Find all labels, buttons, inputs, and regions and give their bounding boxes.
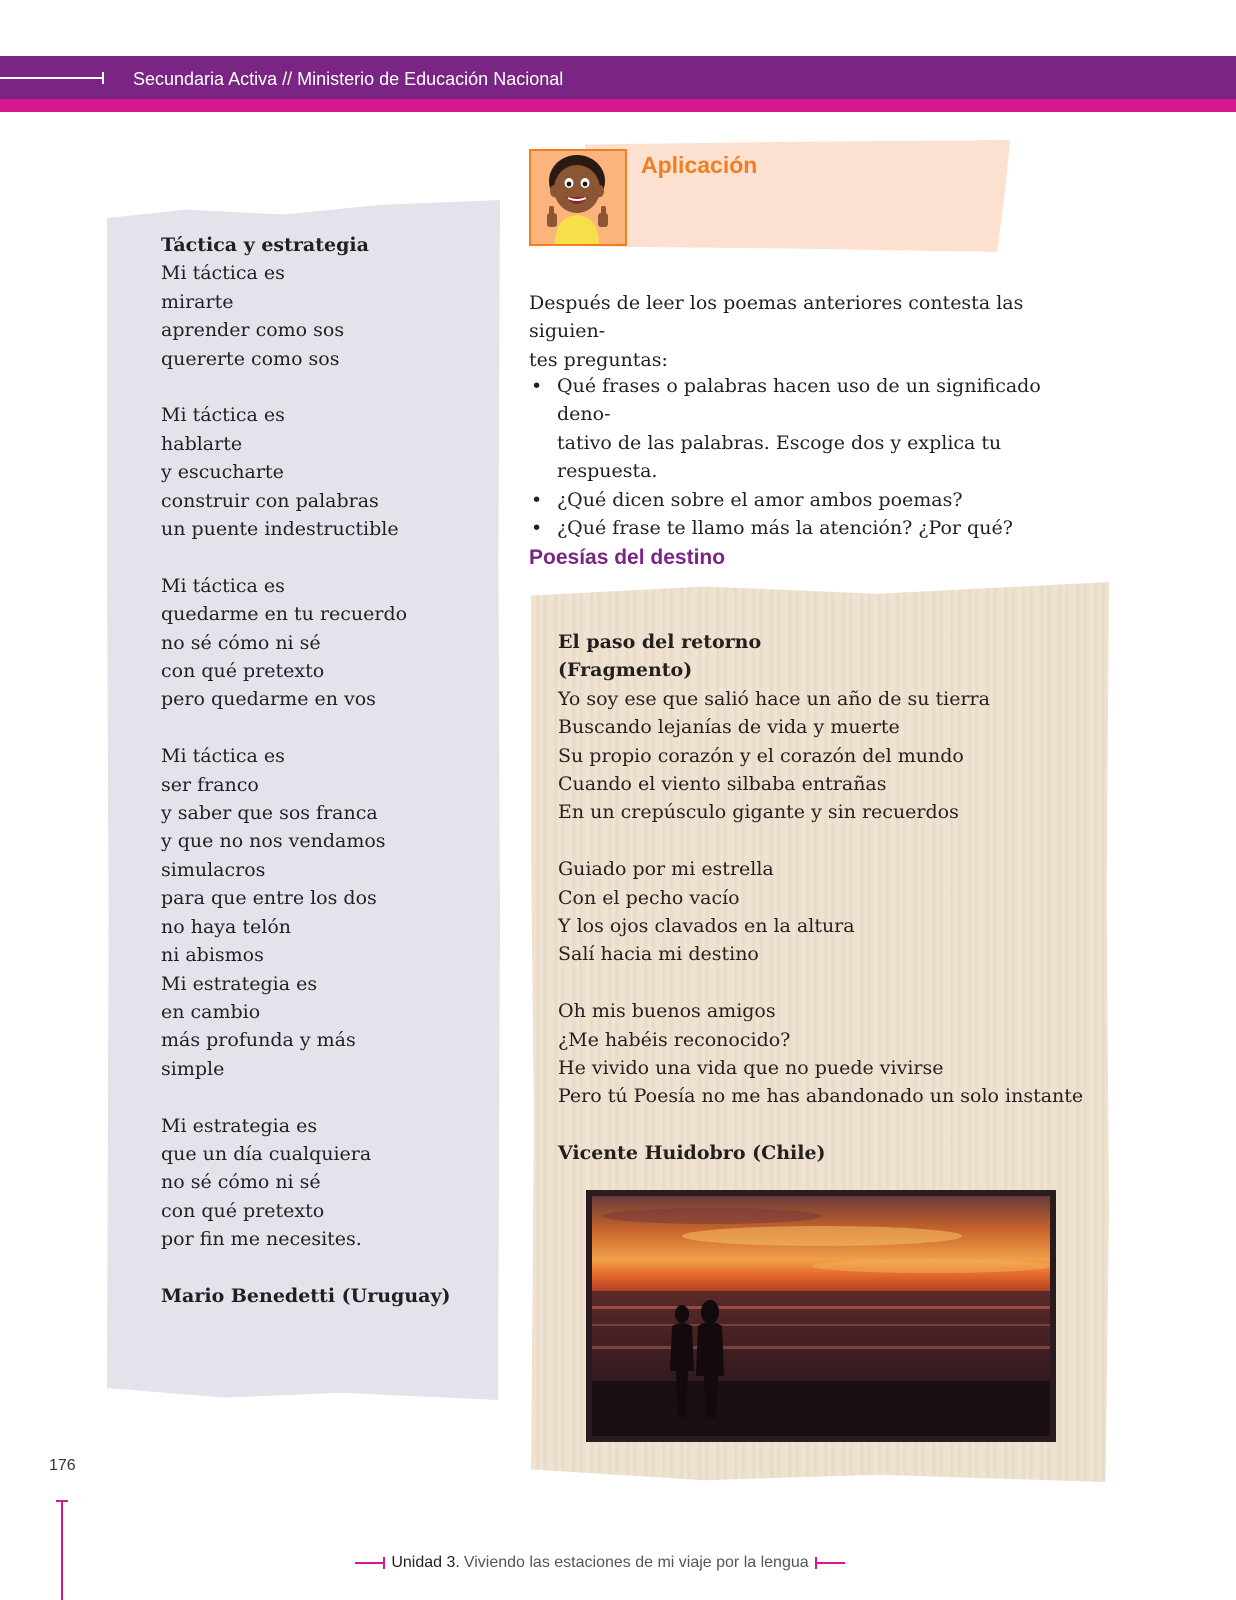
poem-stanza	[161, 742, 491, 1083]
poem-line: con qué pretexto	[161, 1199, 325, 1222]
question-line: tativo de las palabras. Escoge dos y explica tu respuesta.	[557, 431, 1002, 483]
poem-stanza	[558, 997, 1098, 1111]
poem-line: hablarte	[161, 432, 243, 455]
question-line: ¿Qué dicen sobre el amor ambos poemas?	[557, 488, 963, 511]
poem-line: Mi estrategia es	[161, 972, 318, 995]
footer-rule-right	[815, 1562, 845, 1564]
poem-line: en cambio	[161, 1000, 261, 1023]
question-line: Qué frases o palabras hacen uso de un significado deno-	[557, 375, 1041, 426]
question-line: ¿Qué frase te llamo más la atención? ¿Por qué?	[557, 517, 1013, 540]
footer	[355, 1550, 845, 1576]
poem-line: quererte como sos	[161, 347, 340, 370]
poem-line: y escucharte	[161, 461, 284, 484]
poem-stanza	[161, 572, 491, 714]
poem-line: para que entre los dos	[161, 887, 377, 910]
poem-line: y que no nos vendamos	[161, 830, 386, 853]
header-title: Secundaria Activa // Ministerio de Educación Nacional	[133, 69, 564, 89]
page-number: 176	[49, 1457, 76, 1474]
poem-line: no haya telón	[161, 915, 292, 938]
child-thumbs-up-illustration	[531, 151, 625, 244]
poem-line: Con el pecho vacío	[558, 886, 740, 909]
poem-stanza	[558, 855, 1098, 969]
poem-line: ¿Me habéis reconocido?	[558, 1028, 791, 1051]
poem-line: ni abismos	[161, 944, 264, 967]
bullet-icon: •	[531, 488, 543, 511]
poem-stanza	[161, 259, 491, 373]
poem-line: y saber que sos franca	[161, 802, 378, 825]
right-poem-stanzas	[558, 685, 1098, 1111]
poem-line: Yo soy ese que salió hace un año de su tierra	[558, 687, 990, 710]
poem-line: simple	[161, 1057, 225, 1080]
right-poem-author: Vicente Huidobro (Chile)	[558, 1142, 826, 1165]
poem-line: Oh mis buenos amigos	[558, 1000, 776, 1023]
poem-line: Mi estrategia es	[161, 1114, 318, 1137]
poem-line: aprender como sos	[161, 319, 345, 342]
poem-line: pero quedarme en vos	[161, 688, 376, 711]
right-poem-subtitle: (Fragmento)	[558, 659, 693, 682]
footer-unit: Unidad 3.	[391, 1554, 460, 1571]
poem-line: Mi táctica es	[161, 745, 285, 768]
footer-rule-left	[355, 1562, 385, 1564]
application-title: Aplicación	[641, 152, 758, 178]
poem-stanza	[161, 401, 491, 543]
sunset-couple-photo	[586, 1190, 1056, 1442]
poem-line: Y los ojos clavados en la altura	[558, 915, 855, 938]
poem-line: Cuando el viento silbaba entrañas	[558, 773, 887, 796]
poem-line: He vivido una vida que no puede vivirse	[558, 1057, 944, 1080]
poem-line: Su propio corazón y el corazón del mundo	[558, 744, 964, 767]
left-poem	[161, 231, 491, 1310]
header-rule	[0, 77, 104, 79]
question-item	[529, 514, 1099, 542]
footer-subtitle: Viviendo las estaciones de mi viaje por la lengua	[463, 1554, 809, 1571]
poem-line: construir con palabras	[161, 489, 379, 512]
right-poem	[558, 628, 1098, 1168]
poem-line: En un crepúsculo gigante y sin recuerdos	[558, 801, 959, 824]
instructions-line: Después de leer los poemas anteriores contesta las siguien-	[529, 292, 1024, 343]
left-poem-stanzas	[161, 259, 491, 1253]
child-thumbs-up-icon	[529, 149, 627, 246]
poem-line: ser franco	[161, 773, 259, 796]
poem-line: no sé cómo ni sé	[161, 631, 321, 654]
poem-line: Mi táctica es	[161, 262, 285, 285]
poem-line: con qué pretexto	[161, 660, 325, 683]
poem-line: Mi táctica es	[161, 574, 285, 597]
question-item	[529, 486, 1099, 514]
sunset-illustration	[592, 1196, 1050, 1436]
poem-line: Mi táctica es	[161, 404, 285, 427]
poem-line: que un día cualquiera	[161, 1142, 372, 1165]
poem-line: Salí hacia mi destino	[558, 943, 759, 966]
poem-line: más profunda y más	[161, 1029, 356, 1052]
poem-line: Guiado por mi estrella	[558, 858, 774, 881]
poem-stanza	[558, 685, 1098, 827]
poem-line: simulacros	[161, 858, 266, 881]
poem-line: no sé cómo ni sé	[161, 1171, 321, 1194]
header-accent-stripe	[0, 99, 1236, 112]
poem-stanza	[161, 1112, 491, 1254]
margin-line	[61, 1500, 63, 1600]
instructions	[529, 289, 1099, 374]
left-poem-author: Mario Benedetti (Uruguay)	[161, 1284, 451, 1307]
poem-line: mirarte	[161, 290, 234, 313]
poem-line: Pero tú Poesía no me has abandonado un solo instante	[558, 1085, 1084, 1108]
questions-list	[529, 372, 1099, 542]
poem-line: por fin me necesites.	[161, 1228, 362, 1251]
bullet-icon: •	[531, 375, 543, 397]
question-item	[529, 372, 1099, 486]
right-poem-title: El paso del retorno	[558, 631, 762, 653]
instructions-line: tes preguntas:	[529, 348, 668, 371]
section-title: Poesías del destino	[529, 546, 726, 569]
poem-line: Buscando lejanías de vida y muerte	[558, 716, 900, 739]
bullet-icon: •	[531, 517, 543, 540]
poem-line: un puente indestructible	[161, 518, 399, 541]
poem-line: quedarme en tu recuerdo	[161, 603, 408, 626]
left-poem-title: Táctica y estrategia	[161, 234, 369, 256]
